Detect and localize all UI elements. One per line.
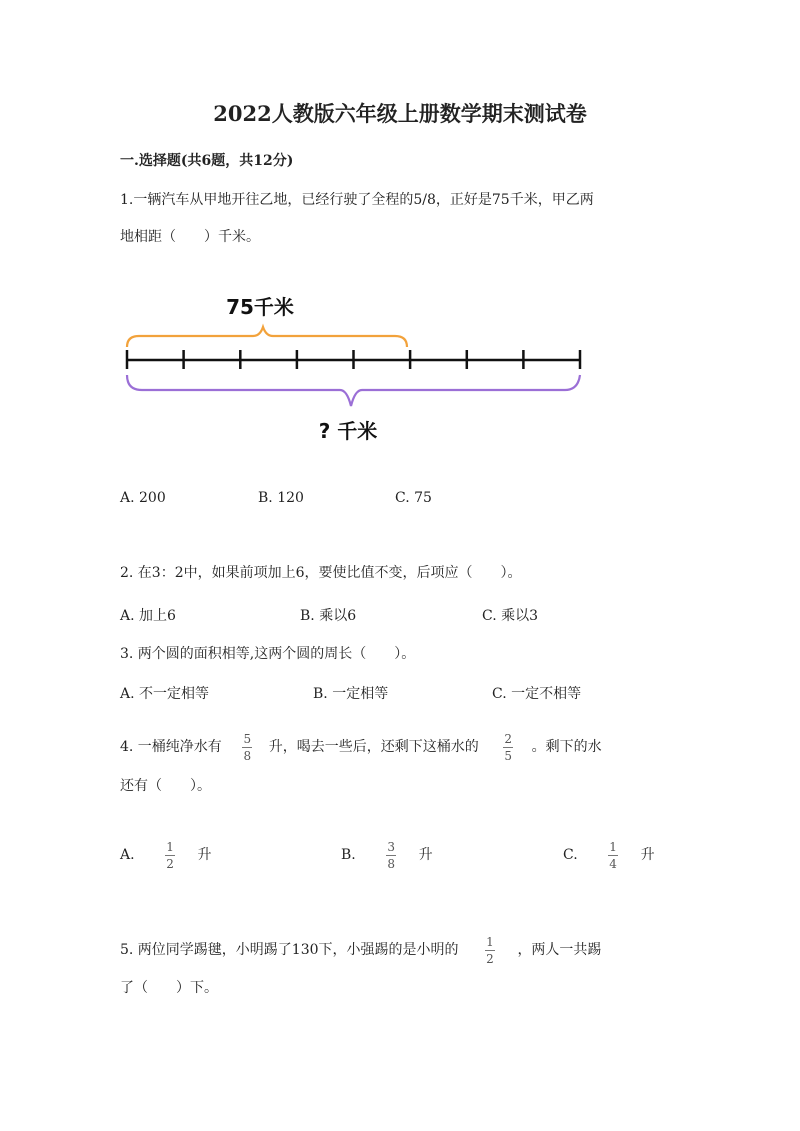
- q5-frac-numerator: 1: [486, 934, 494, 949]
- q1-segment-diagram: [110, 285, 600, 450]
- q4-option-b: [341, 838, 433, 872]
- q1-line1: 1.一辆汽车从甲地开往乙地，已经行驶了全程的5/8，正好是75千米，甲乙两: [120, 192, 594, 208]
- q4-line1: [120, 730, 602, 764]
- section-heading: 一.选择题(共6题，共12分): [120, 153, 294, 169]
- q4-option-a-fraction: [165, 840, 175, 871]
- q4-text-part2: 升，喝去一些后，还剩下这桶水的: [268, 739, 479, 755]
- q4-fraction-remaining: [503, 732, 513, 763]
- q4-option-a-numerator: 1: [166, 839, 174, 854]
- q4-text-part1: 4. 一桶纯净水有: [120, 739, 222, 755]
- q4-option-b-label: B.: [341, 847, 356, 863]
- q3-text: 3. 两个圆的面积相等,这两个圆的周长（ ）。: [120, 646, 416, 662]
- q3-option-a: A. 不一定相等: [120, 686, 210, 702]
- q5-text-part1: 5. 两位同学踢毽，小明踢了130下，小强踢的是小明的: [120, 942, 459, 958]
- q4-frac2-denominator: 5: [504, 748, 512, 763]
- q1-known-distance-brace: [127, 327, 407, 347]
- q2-option-a: A. 加上6: [120, 608, 176, 624]
- q4-frac1-numerator: 5: [243, 731, 252, 746]
- q4-option-b-unit: 升: [418, 847, 433, 863]
- q4-option-a: [120, 838, 211, 872]
- q4-option-c-fraction: [608, 840, 618, 871]
- q1-option-a: A. 200: [120, 490, 166, 506]
- q4-text-part3: 。剩下的水: [531, 739, 602, 755]
- q1-option-b: B. 120: [258, 490, 304, 506]
- q4-option-a-denominator: 2: [166, 856, 174, 871]
- q1-total-distance-brace: [127, 375, 580, 406]
- q4-frac1-denominator: 8: [243, 748, 252, 763]
- q2-option-b: B. 乘以6: [300, 608, 357, 624]
- q1-line2: 地相距（ ）千米。: [120, 229, 260, 245]
- q2-text: 2. 在3：2中，如果前项加上6，要使比值不变，后项应（ ）。: [120, 565, 522, 581]
- q1-diagram-top-label: 75千米: [226, 295, 294, 319]
- q4-option-c-label: C.: [563, 847, 578, 863]
- q5-line2: 了（ ）下。: [120, 980, 218, 996]
- q4-fraction-total: [242, 732, 252, 763]
- q4-frac2-numerator: 2: [504, 731, 512, 746]
- q4-option-c-unit: 升: [640, 847, 655, 863]
- q1-option-c: C. 75: [395, 490, 432, 506]
- q3-option-c: C. 一定不相等: [492, 686, 582, 702]
- q4-option-b-denominator: 8: [387, 856, 396, 871]
- q5-frac-denominator: 2: [486, 951, 494, 966]
- q4-option-b-numerator: 3: [387, 839, 396, 854]
- q5-text-part2: ，两人一共踢: [517, 942, 602, 958]
- page-title: 2022人教版六年级上册数学期末测试卷: [213, 101, 587, 126]
- q4-option-c-numerator: 1: [609, 839, 617, 854]
- q4-option-c-denominator: 4: [609, 856, 617, 871]
- q3-option-b: B. 一定相等: [313, 686, 389, 702]
- q4-option-b-fraction: [386, 840, 396, 871]
- q1-diagram-bottom-label: ? 千米: [318, 419, 378, 443]
- q2-option-c: C. 乘以3: [482, 608, 539, 624]
- q4-option-c: [563, 838, 655, 872]
- q4-option-a-label: A.: [120, 847, 135, 863]
- q4-line2: 还有（ ）。: [120, 778, 211, 794]
- q4-option-a-unit: 升: [197, 847, 212, 863]
- q5-line1: [120, 933, 601, 967]
- q5-fraction: [485, 935, 495, 966]
